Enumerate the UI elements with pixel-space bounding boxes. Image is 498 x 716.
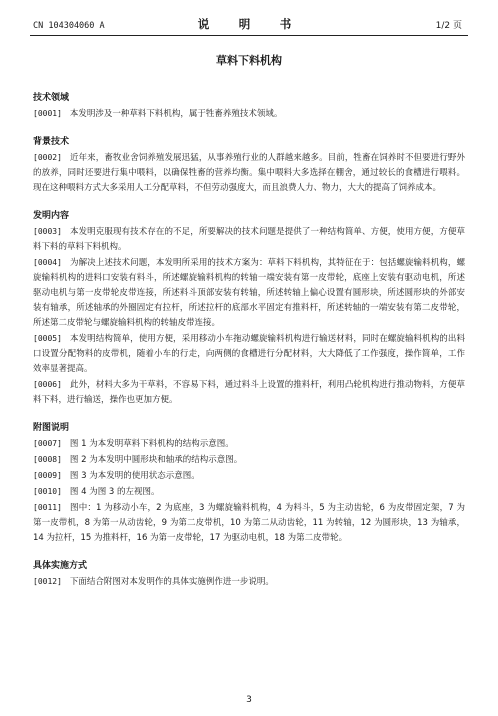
paragraph xyxy=(33,574,465,590)
paragraph-number: [0012] xyxy=(33,577,62,586)
section-heading: 技术领域 xyxy=(33,93,70,103)
paragraph-number: [0002] xyxy=(33,153,62,162)
document-title: 草料下料机构 xyxy=(216,54,282,67)
document-number: CN 104304060 A xyxy=(33,21,105,31)
paragraph-number: [0009] xyxy=(33,471,62,480)
section-heading: 附图说明 xyxy=(33,423,70,433)
document-type: 说 明 书 xyxy=(197,17,301,31)
paragraph-number: [0003] xyxy=(33,227,62,236)
paragraph xyxy=(33,484,465,500)
paragraph-number: [0006] xyxy=(33,380,62,389)
paragraph-number: [0011] xyxy=(33,503,62,512)
document-body xyxy=(33,48,465,590)
section-heading: 具体实施方式 xyxy=(33,561,88,571)
paragraph-number: [0001] xyxy=(33,109,62,118)
paragraph-text: 为解决上述技术问题，本发明所采用的技术方案为：草料下料机构，其特征在于：包括螺旋输料机构，螺旋输料机构的进料口安装有料斗，所述螺旋输料机构的转轴一端安装有第一皮带轮，底座上安装有驱动电机，所述驱动电机与第一皮带轮皮带连接，所述料斗顶部安装有转轴，所述转轴上偏心设置有圆形块，所述圆形块的外部安装有轴承，所述轴承的外圈固定有拉杆，所述拉杆的底部水平固定有推料杆，所述转轴的一端安装有第二皮带轮，所述第二皮带轮与螺旋输料机构的转轴皮带连接。 xyxy=(33,258,465,328)
paragraph-number: [0008] xyxy=(33,455,62,464)
section-drawings xyxy=(33,421,465,546)
paragraph-text: 近年来，畜牧业舍饲养殖发展迅猛，从事养殖行业的人群越来越多。目前，牲畜在饲养时不但要进行野外的放养，同时还要进行集中喂料，以确保牲畜的营养均衡。集中喂料大多选择在棚舍，通过较长的食槽进行喂料。现在这种喂料方式大多采用人工分配草料，不但劳动强度大，而且浪费人力、物力，大大的提高了饲养成本。 xyxy=(33,153,465,193)
section-heading: 发明内容 xyxy=(33,211,70,221)
section-background xyxy=(33,135,465,196)
paragraph-text: 下面结合附图对本发明作的具体实施例作进一步说明。 xyxy=(69,577,274,587)
paragraph xyxy=(33,150,465,196)
paragraph-number: [0010] xyxy=(33,487,62,496)
section-embodiments xyxy=(33,559,465,590)
paragraph xyxy=(33,377,465,408)
paragraph xyxy=(33,452,465,468)
section-technical-field xyxy=(33,91,465,122)
section-heading: 背景技术 xyxy=(33,137,70,147)
header-rule xyxy=(30,35,468,36)
paragraph xyxy=(33,106,465,122)
paragraph xyxy=(33,468,465,484)
paragraph xyxy=(33,436,465,452)
paragraph xyxy=(33,224,465,255)
section-summary xyxy=(33,209,465,408)
page-number: 3 xyxy=(246,695,252,705)
paragraph xyxy=(33,500,465,546)
paragraph-text: 本发明涉及一种草料下料机构，属于牲畜养殖技术领域。 xyxy=(69,109,283,119)
paragraph-number: [0007] xyxy=(33,439,62,448)
paragraph-text: 图 1 为本发明草料下料机构的结构示意图。 xyxy=(69,439,234,449)
paragraph-text: 本发明克服现有技术存在的不足，所要解决的技术问题是提供了一种结构简单、方便，使用方便，方便草料下料的草料下料机构。 xyxy=(33,227,465,252)
paragraph-text: 图 2 为本发明中圆形块和轴承的结构示意图。 xyxy=(69,455,243,465)
paragraph-text: 图中：1 为移动小车，2 为底座，3 为螺旋输料机构，4 为料斗，5 为主动齿轮，6 为皮带固定架，7 为第一皮带机，8 为第一从动齿轮，9 为第二皮带机，10 为第二从动齿轮，11 为转轴，12 为圆形块，13 为轴承，14 为拉杆，15 为推料杆，16 为第一皮带轮，17 为驱动电机，18 为第二皮带轮。 xyxy=(33,503,465,543)
paragraph xyxy=(33,331,465,377)
page-indicator: 1/2 页 xyxy=(435,21,462,31)
paragraph-number: [0004] xyxy=(33,258,62,267)
paragraph-number: [0005] xyxy=(33,334,62,343)
paragraph-text: 此外，材料大多为干草料，不容易下料，通过料斗上设置的推料杆，利用凸轮机构进行推动物料，方便草料下料，进行输送，操作也更加方便。 xyxy=(33,380,465,405)
paragraph-text: 图 4 为图 3 的左视图。 xyxy=(69,487,160,497)
paragraph-text: 本发明结构简单，使用方便，采用移动小车拖动螺旋输料机构进行输送材料，同时在螺旋输料机构的出料口设置分配物料的皮带机，随着小车的行走，向两侧的食槽进行分配材料，大大降低了工作强度，操作简单，工作效率显著提高。 xyxy=(33,334,465,374)
paragraph xyxy=(33,255,465,331)
paragraph-text: 图 3 为本发明的使用状态示意图。 xyxy=(69,471,200,481)
